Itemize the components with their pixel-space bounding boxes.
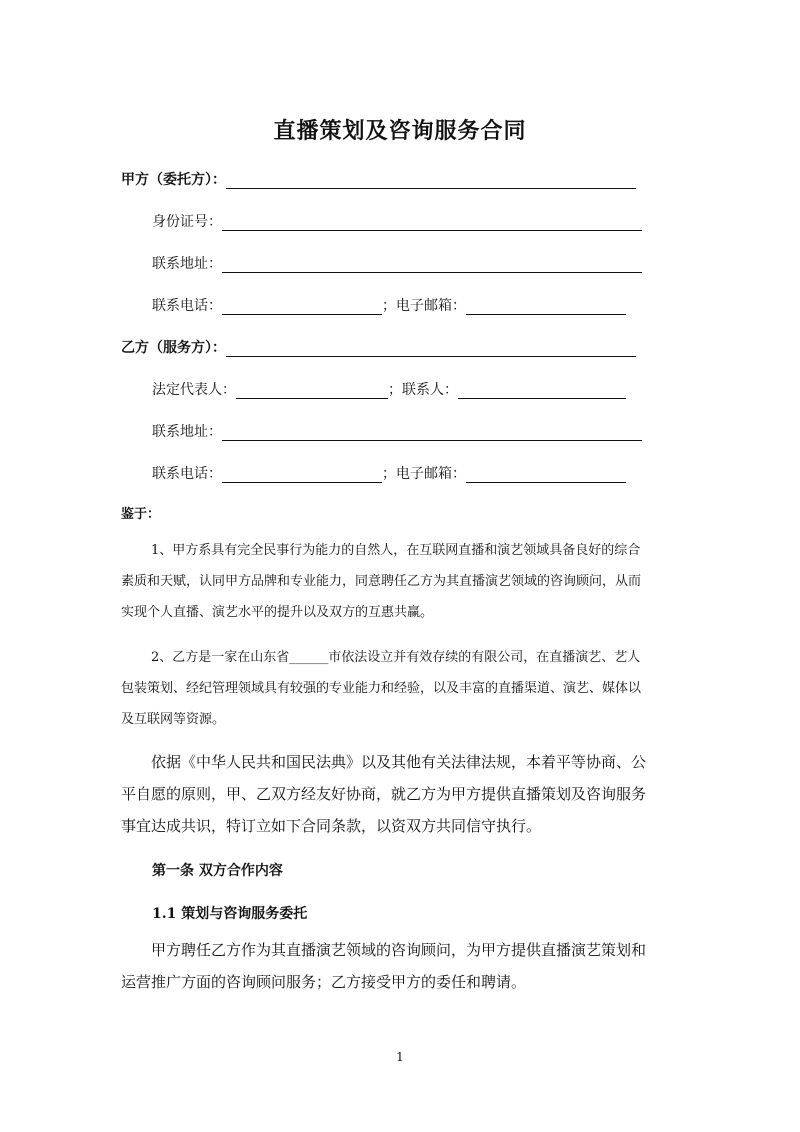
party-a-label: 甲方（委托方）： <box>121 172 226 188</box>
page-number: 1 <box>396 1050 404 1064</box>
paragraph-line: 依据《中华人民共和国民法典》以及其他有关法律法规，本着平等协商、公 <box>151 753 647 771</box>
paragraph-line: 运营推广方面的咨询顾问服务；乙方接受甲方的委任和聘请。 <box>121 973 527 991</box>
paragraph-line: 及互联网等资源。 <box>121 712 226 727</box>
party-b-address-row <box>152 419 642 441</box>
party-a-email-label: 电子邮箱： <box>396 298 466 314</box>
paragraph-line: 实现个人直播、演艺水平的提升以及双方的互惠共赢。 <box>121 605 434 620</box>
whereas-item-2 <box>121 642 681 735</box>
party-a-id-label: 身份证号： <box>152 214 222 230</box>
party-b-phone-field[interactable] <box>222 466 382 483</box>
party-b-name-field[interactable] <box>226 340 636 357</box>
article-1-text <box>121 934 681 998</box>
party-b-row <box>121 335 636 357</box>
party-a-row <box>121 167 636 189</box>
party-b-address-field[interactable] <box>222 424 642 441</box>
party-a-phone-field[interactable] <box>222 298 382 315</box>
party-a-address-label: 联系地址： <box>152 256 222 272</box>
party-b-phone-label: 联系电话： <box>152 466 222 482</box>
party-b-contact-row <box>152 461 626 483</box>
party-b-contact-field[interactable] <box>458 382 626 399</box>
party-a-phone-label: 联系电话： <box>152 298 222 314</box>
separator: ； <box>382 466 396 482</box>
paragraph-line: 平自愿的原则，甲、乙双方经友好协商，就乙方为甲方提供直播策划及咨询服务 <box>121 785 647 803</box>
party-a-address-field[interactable] <box>222 256 642 273</box>
party-b-rep-row <box>152 377 626 399</box>
article-1-subheading: 1.1 策划与咨询服务委托 <box>152 906 308 922</box>
party-b-legal-rep-label: 法定代表人： <box>152 382 236 398</box>
party-a-contact-row <box>152 293 626 315</box>
paragraph-line: 2、乙方是一家在山东省______市依法设立并有效存续的有限公司，在直播演艺、艺人 <box>151 650 641 665</box>
paragraph-line: 甲方聘任乙方作为其直播演艺领域的咨询顾问，为甲方提供直播演艺策划和 <box>151 941 647 959</box>
paragraph-line: 素质和天赋，认同甲方品牌和专业能力，同意聘任乙方为其直播演艺领域的咨询顾问，从而 <box>121 574 642 589</box>
article-1-heading: 第一条 双方合作内容 <box>152 863 283 879</box>
party-b-email-field[interactable] <box>466 466 626 483</box>
party-b-address-label: 联系地址： <box>152 424 222 440</box>
paragraph-line: 事宜达成共识，特订立如下合同条款，以资双方共同信守执行。 <box>121 817 542 835</box>
party-a-address-row <box>152 251 642 273</box>
paragraph-line: 1、甲方系具有完全民事行为能力的自然人，在互联网直播和演艺领域具备良好的综合 <box>151 543 641 558</box>
separator: ； <box>388 382 402 398</box>
whereas-item-1 <box>121 535 681 628</box>
separator: ； <box>382 298 396 314</box>
party-a-name-field[interactable] <box>226 172 636 189</box>
party-b-legal-rep-field[interactable] <box>236 382 388 399</box>
party-a-email-field[interactable] <box>466 298 626 315</box>
party-a-id-row <box>152 209 642 231</box>
document-title: 直播策划及咨询服务合同 <box>273 118 527 144</box>
party-a-id-field[interactable] <box>222 214 642 231</box>
party-b-label: 乙方（服务方）： <box>121 340 226 356</box>
paragraph-line: 包装策划、经纪管理领域具有较强的专业能力和经验，以及丰富的直播渠道、演艺、媒体以 <box>121 681 642 696</box>
party-b-email-label: 电子邮箱： <box>396 466 466 482</box>
whereas-heading: 鉴于： <box>121 507 161 522</box>
party-b-contact-label: 联系人： <box>402 382 458 398</box>
basis-paragraph <box>121 746 681 842</box>
